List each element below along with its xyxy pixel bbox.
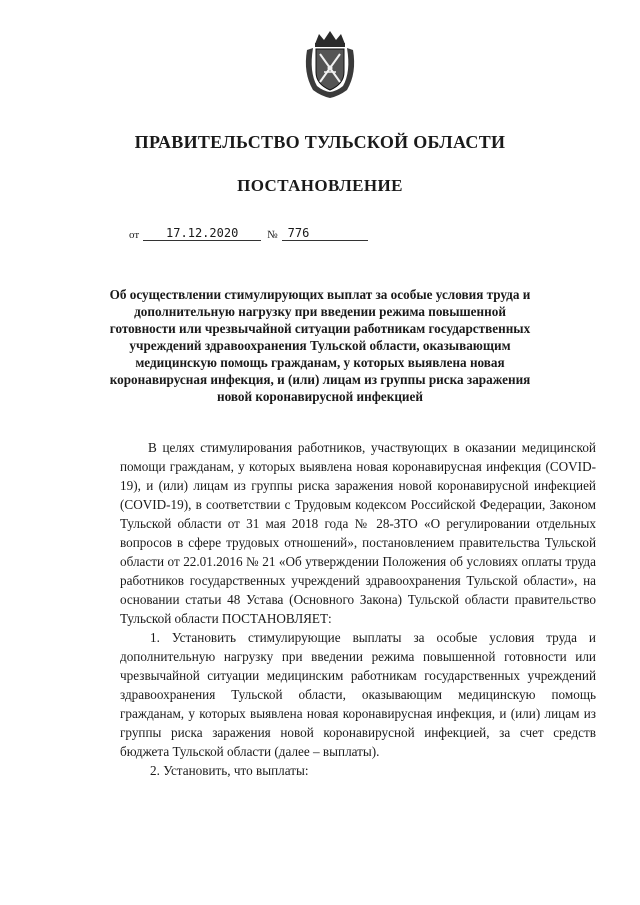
number-value: 776 [282,226,368,241]
clause-1-paragraph: 1. Установить стимулирующие выплаты за особые условия труда и дополнительную нагрузку при введении режима повышенной готовности или чрезвычайной ситуации медицинским работникам государственных учреждений здравоохранения Тульской области, оказывающим медицинскую помощь гражданам, у которых выявлена новая коронавирусная инфекция, и (или) лицам из группы риска заражения новой коронавирусной инфекцией, за счет средств бюджета Тульской области (далее – выплаты). [120,630,596,759]
preamble-paragraph: В целях стимулирования работников, участвующих в оказании медицинской помощи гражданам, у которых выявлена новая коронавирусная инфекция (COVID-19), и (или) лицам из группы риска заражения новой коронавирусной инфекцией (COVID-19), в соответствии с Трудовым кодексом Российской Федерации, Законом Тульской области от 31 мая 2018 года № 28-ЗТО «О регулировании отдельных вопросов в сфере трудовых отношений», постановлением правительства Тульской области от 22.01.2016 № 21 «Об утверждении Положения об условиях оплаты труда работников государственных учреждений здравоохранения Тульской области», на основании статьи 48 Устава (Основного Закона) Тульской области правительство Тульской области ПОСТАНОВЛЯЕТ: [120,440,596,626]
date-value: 17.12.2020 [143,226,261,241]
date-label: от [129,229,140,241]
document-body [120,438,596,780]
number-label: № [267,229,278,241]
document-type: ПОСТАНОВЛЕНИЕ [237,176,403,195]
clause-2-paragraph: 2. Установить, что выплаты: [150,763,309,778]
tula-coat-of-arms-icon [301,28,359,100]
document-title: Об осуществлении стимулирующих выплат за особые условия труда и дополнительную нагрузку при введении режима повышенной готовности или чрезвычайной ситуации работникам государственных учреждений здравоохранения Тульской области, оказывающим медицинскую помощь гражданам, у которых выявлена новая коронавирусная инфекция, и (или) лицам из группы риска заражения новой коронавирусной инфекцией [109,287,531,404]
date-number-line [129,226,368,246]
organization-name: ПРАВИТЕЛЬСТВО ТУЛЬСКОЙ ОБЛАСТИ [134,132,506,152]
